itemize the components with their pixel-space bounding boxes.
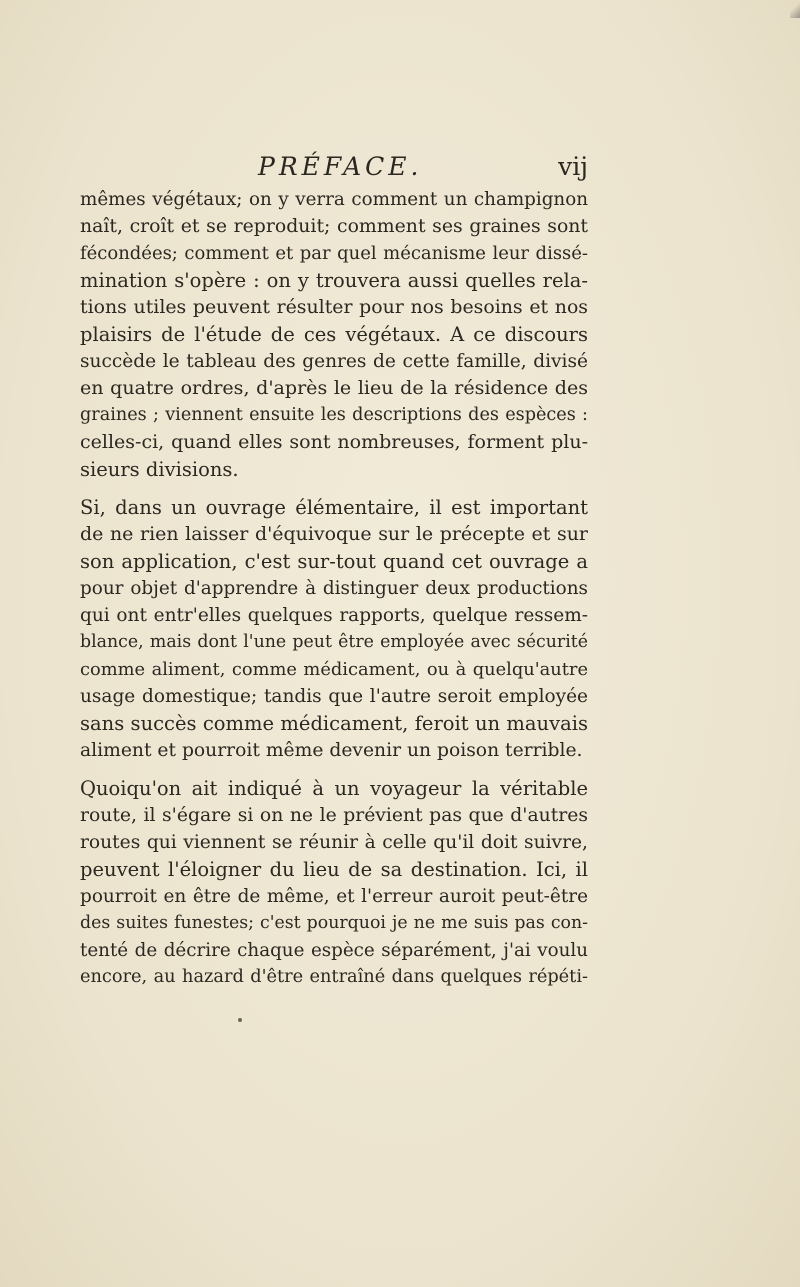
text-line: Si, dans un ouvrage élémentaire, il est important <box>80 496 588 519</box>
text-line: peuvent l'éloigner du lieu de sa destination. Ici, il <box>80 858 588 881</box>
text-line: blance, mais dont l'une peut être employée avec sécurité <box>80 632 588 652</box>
text-line: usage domestique; tandis que l'autre seroit employée <box>80 686 588 707</box>
text-line: qui ont entr'elles quelques rapports, quelque ressem- <box>80 605 588 626</box>
text-line: des suites funestes; c'est pourquoi je ne me suis pas con- <box>80 913 588 933</box>
text-line: tenté de décrire chaque espèce séparément, j'ai voulu <box>80 940 588 961</box>
text-line: Quoiqu'on ait indiqué à un voyageur la véritable <box>80 777 588 800</box>
page-corner-shadow <box>790 0 800 18</box>
text-line: mination s'opère : on y trouvera aussi quelles rela- <box>80 269 588 292</box>
text-line: sans succès comme médicament, feroit un mauvais <box>80 712 588 735</box>
page-header <box>80 150 588 190</box>
text-line: encore, au hazard d'être entraîné dans quelques répéti- <box>80 967 588 987</box>
page-number: vij <box>558 152 588 181</box>
ink-speck <box>238 1018 242 1022</box>
text-line: graines ; viennent ensuite les descriptions des espèces : <box>80 405 588 425</box>
paragraph-2 <box>80 494 588 764</box>
text-line: celles-ci, quand elles sont nombreuses, forment plu- <box>80 431 588 453</box>
body-text <box>80 186 588 991</box>
text-line: naît, croît et se reproduit; comment ses graines sont <box>80 216 588 237</box>
text-line: de ne rien laisser d'équivoque sur le précepte et sur <box>80 523 588 545</box>
text-line: sieurs divisions. <box>80 458 239 481</box>
running-title: PRÉFACE. <box>258 152 423 181</box>
text-line: comme aliment, comme médicament, ou à quelqu'autre <box>80 659 588 680</box>
text-line: routes qui viennent se réunir à celle qu'il doit suivre, <box>80 832 588 853</box>
text-line: plaisirs de l'étude de ces végétaux. A ce discours <box>80 323 588 346</box>
text-line: succède le tableau des genres de cette famille, divisé <box>80 351 588 372</box>
text-line: fécondées; comment et par quel mécanisme leur dissé- <box>80 243 588 264</box>
text-line: aliment et pourroit même devenir un poison terrible. <box>80 740 583 761</box>
text-line: route, il s'égare si on ne le prévient pas que d'autres <box>80 805 588 826</box>
text-line: tions utiles peuvent résulter pour nos besoins et nos <box>80 296 588 318</box>
text-line: mêmes végétaux; on y verra comment un champignon <box>80 189 588 210</box>
paragraph-3 <box>80 775 588 991</box>
text-line: pour objet d'apprendre à distinguer deux productions <box>80 578 588 599</box>
text-line: pourroit en être de même, et l'erreur auroit peut-être <box>80 886 588 907</box>
paragraph-1 <box>80 186 588 483</box>
text-line: son application, c'est sur-tout quand cet ouvrage a <box>80 550 588 573</box>
text-line: en quatre ordres, d'après le lieu de la résidence des <box>80 377 588 399</box>
